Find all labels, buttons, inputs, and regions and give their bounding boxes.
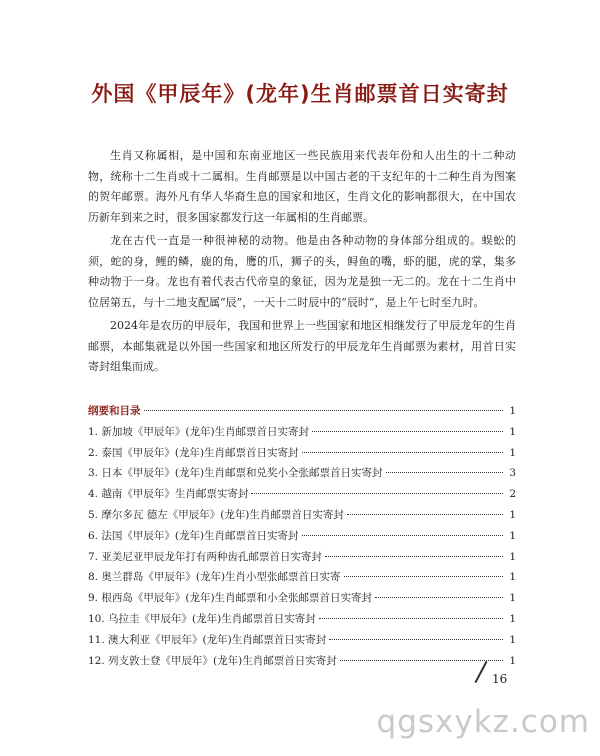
toc-item-label: 10. 乌拉圭《甲辰年》(龙年)生肖邮票首日实寄封: [88, 612, 316, 625]
dot-leader: [347, 514, 503, 515]
toc-page: 1: [509, 654, 516, 667]
toc-item: [88, 484, 516, 505]
toc-item-label: 1. 新加坡《甲辰年》(龙年)生肖邮票首日实寄封: [88, 425, 310, 438]
toc-item: [88, 547, 516, 568]
dot-leader: [319, 618, 503, 619]
toc-page: 1: [509, 612, 516, 625]
toc-item: [88, 526, 516, 547]
toc-page: 1: [509, 446, 516, 459]
dot-leader: [302, 452, 503, 453]
toc-item: [88, 443, 516, 464]
page-title: 外国《甲辰年》(龙年)生肖邮票首日实寄封: [91, 82, 509, 106]
toc-page: 1: [509, 405, 516, 417]
toc-item-label: 3. 日本《甲辰年》(龙年)生肖邮票和兑奖小全张邮票首日实寄封: [88, 467, 383, 480]
toc-page: 1: [509, 508, 516, 521]
toc-heading: [88, 401, 516, 422]
intro-text: [88, 146, 516, 381]
toc-item: [88, 567, 516, 588]
toc-item-label: 9. 根西岛《甲辰年》(龙年)生肖邮票和小全张邮票首日实寄封: [88, 592, 373, 605]
toc-page: 1: [509, 571, 516, 584]
dot-leader: [340, 660, 503, 661]
dot-leader: [386, 472, 503, 473]
toc-item-label: 11. 澳大利亚《甲辰年》(龙年)生肖邮票首日实寄封: [88, 633, 327, 646]
toc-item-label: 7. 亚美尼亚甲辰龙年打有两种齿孔邮票首日实寄封: [88, 550, 322, 563]
toc-item-label: 8. 奥兰群岛《甲辰年》(龙年)生肖小型张邮票首日实寄: [88, 571, 341, 584]
dot-leader: [344, 576, 503, 577]
toc-page: 1: [509, 529, 516, 542]
toc-item-label: 6. 法国《甲辰年》(龙年)生肖邮票首日实寄封: [88, 529, 299, 542]
toc-item: [88, 588, 516, 609]
table-of-contents: [88, 401, 516, 671]
toc-item-label: 2. 泰国《甲辰年》(龙年)生肖邮票首日实寄封: [88, 446, 299, 459]
toc-page: 3: [509, 467, 516, 480]
dot-leader: [325, 556, 503, 557]
toc-page: 1: [509, 425, 516, 438]
dot-leader: [144, 410, 504, 411]
dot-leader: [375, 597, 503, 598]
toc-item: [88, 463, 516, 484]
toc-page: 2: [509, 488, 516, 501]
dot-leader: [312, 431, 503, 432]
dot-leader: [251, 493, 503, 494]
toc-item-label: 5. 摩尔多瓦 德左《甲辰年》(龙年)生肖邮票首日实寄封: [88, 508, 344, 521]
dot-leader: [302, 535, 503, 536]
intro-paragraph: 龙在古代一直是一种很神秘的动物。他是由各种动物的身体部分组成的。蜈蚣的须，蛇的身，鲤的鳞，鹿的角，鹰的爪，狮子的头，鲟鱼的嘴，虾的腿，虎的掌，集多种动物于一身。龙也有着代表古代帝皇的象征，因为龙是独一无二的。龙在十二生肖中位居第五，与十二地支配属“辰”，一天十二时辰中的“辰时”，是上午七时至九时。: [88, 234, 516, 309]
toc-item-label: 4. 越南《甲辰年》生肖邮票实寄封: [88, 488, 249, 501]
toc-page: 1: [509, 592, 516, 605]
toc-item: [88, 651, 516, 672]
toc-heading-label: 纲要和目录: [88, 405, 141, 417]
toc-item: [88, 609, 516, 630]
toc-item: [88, 505, 516, 526]
toc-item: [88, 630, 516, 651]
toc-item: [88, 422, 516, 443]
intro-paragraph: 生肖又称属相，是中国和东南亚地区一些民族用来代表年份和人出生的十二种动物，统称十二生肖或十二属相。生肖邮票是以中国古老的干支纪年的十二种生肖为图案的贺年邮票。海外凡有华人华裔生息的国家和地区，生肖文化的影响都很大，在中国农历新年到来之时，很多国家都发行这一年属相的生肖邮票。: [88, 149, 516, 224]
toc-page: 1: [509, 550, 516, 563]
toc-page: 1: [509, 633, 516, 646]
page-number: 16: [492, 672, 508, 686]
toc-item-label: 12. 列支敦士登《甲辰年》(龙年)生肖邮票首日实寄封: [88, 654, 337, 667]
dot-leader: [329, 639, 503, 640]
watermark: qgsxykz.com: [376, 704, 590, 740]
intro-paragraph: 2024年是农历的甲辰年，我国和世界上一些国家和地区相继发行了甲辰龙年的生肖邮票，本邮集就是以外国一些国家和地区所发行的甲辰龙年生肖邮票为素材，用首日实寄封组集而成。: [88, 319, 516, 373]
